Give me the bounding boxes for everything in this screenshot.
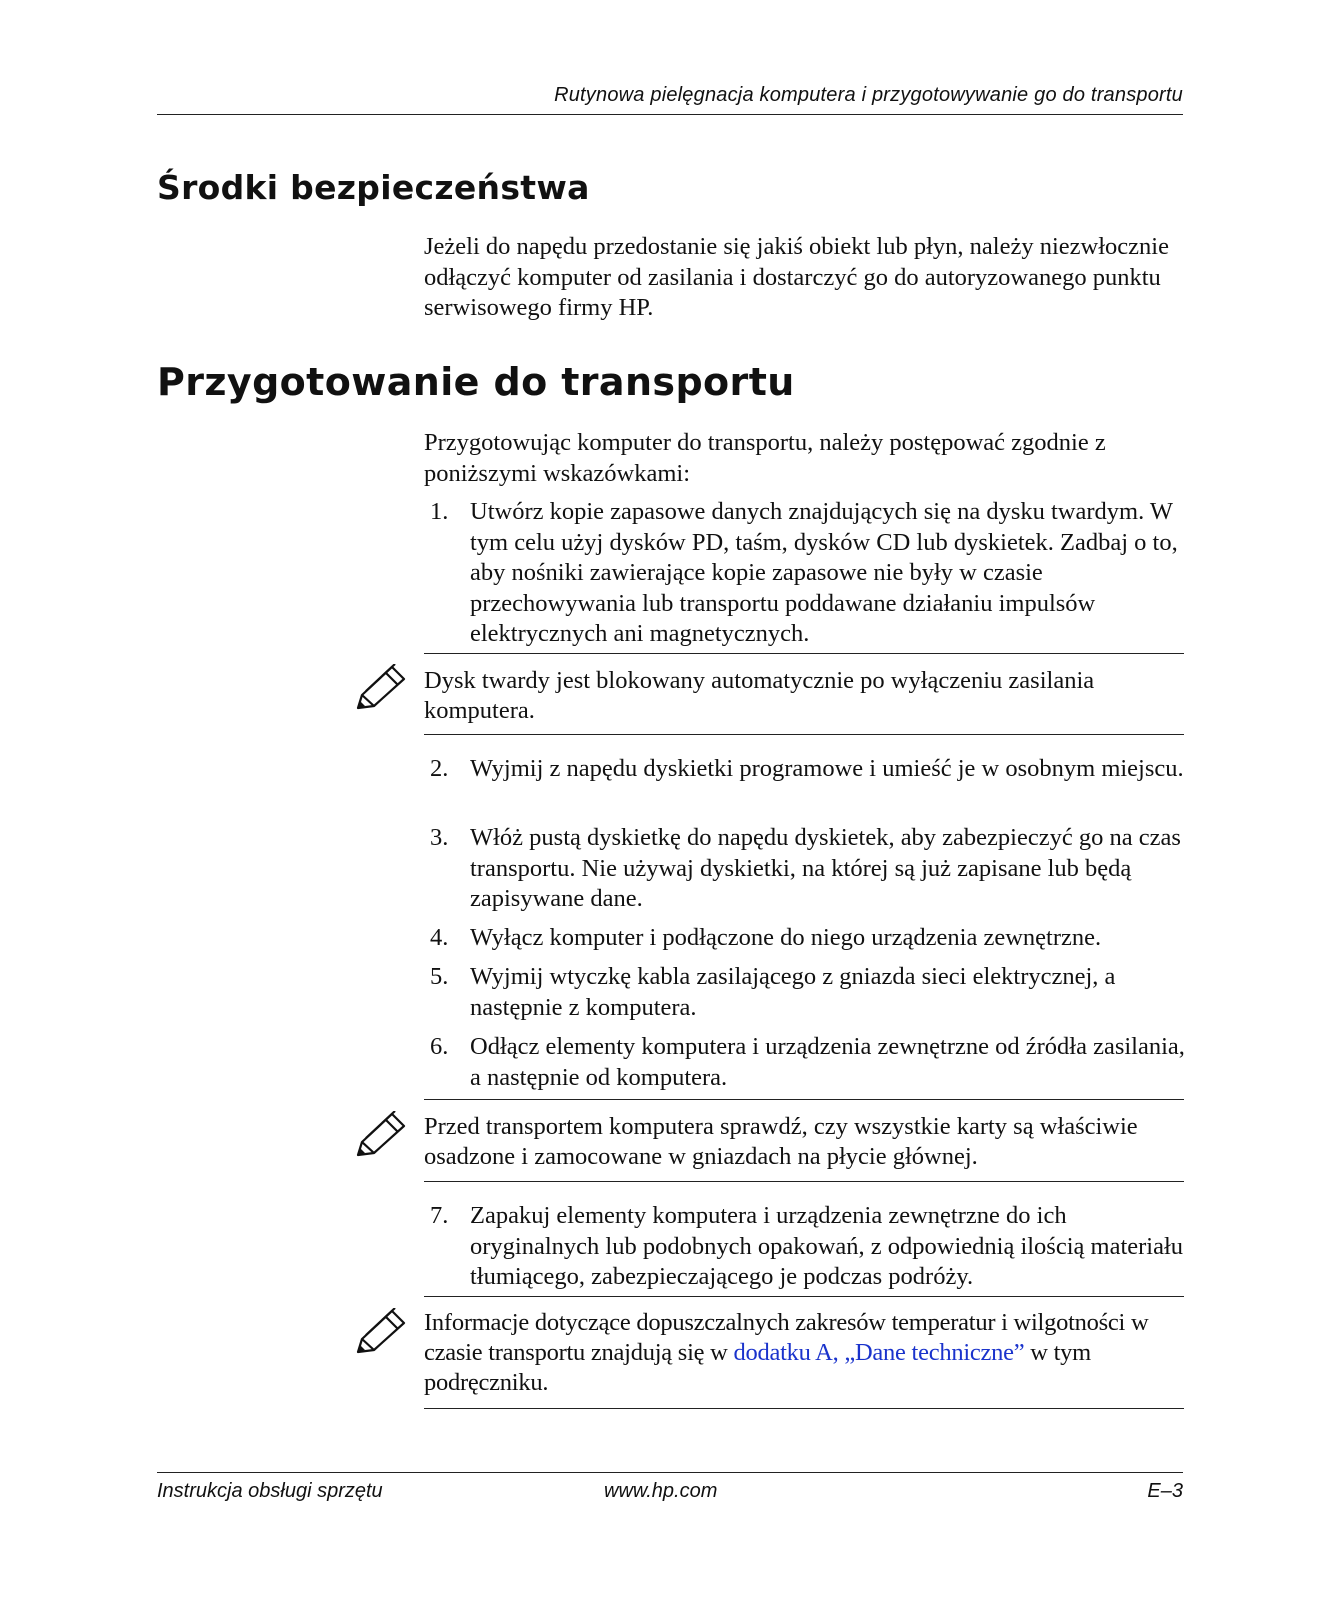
running-header: Rutynowa pielęgnacja komputera i przygotowywanie go do transportu	[554, 84, 1183, 106]
footer-page-number: E–3	[1147, 1480, 1183, 1502]
step-text: Odłącz elementy komputera i urządzenia zewnętrzne od źródła zasilania, a następnie od komputera.	[470, 1033, 1185, 1091]
list-item-step-3	[430, 823, 1198, 915]
step-text: Zapakuj elementy komputera i urządzenia zewnętrzne do ich oryginalnych lub podobnych opakowań, z odpowiednią ilością materiału tłumiącego, zabezpieczającego je podczas podróży.	[470, 1202, 1184, 1290]
note-rule-top	[424, 1099, 1184, 1100]
list-item-step-2	[430, 754, 1198, 785]
list-item-step-1	[430, 497, 1198, 650]
note-text-before-link: Informacje dotyczące dopuszczalnych zakresów temperatur i wilgotności w czasie transportu znajdują się w	[424, 1309, 1149, 1366]
step-number: 1.	[430, 498, 449, 525]
appendix-a-link[interactable]: dodatku A, „Dane techniczne”	[733, 1339, 1025, 1366]
list-item-step-7	[430, 1201, 1198, 1293]
list-item-step-4	[430, 923, 1198, 954]
step-text: Wyjmij wtyczkę kabla zasilającego z gniazda sieci elektrycznej, a następnie z komputera.	[470, 963, 1116, 1021]
pencil-note-icon	[352, 1111, 408, 1159]
list-item-step-6	[430, 1032, 1198, 1093]
footer-manual-title: Instrukcja obsługi sprzętu	[157, 1480, 383, 1502]
pencil-note-icon	[352, 1308, 408, 1356]
step-text: Wyjmij z napędu dyskietki programowe i umieść je w osobnym miejscu.	[470, 755, 1184, 782]
step-number: 6.	[430, 1033, 449, 1060]
safety-paragraph: Jeżeli do napędu przedostanie się jakiś obiekt lub płyn, należy niezwłocznie odłączyć komputer od zasilania i dostarczyć go do autoryzowanego punktu serwisowego firmy HP.	[424, 233, 1169, 321]
note-rule-top	[424, 1296, 1184, 1297]
note-text-1: Dysk twardy jest blokowany automatycznie po wyłączeniu zasilania komputera.	[424, 667, 1095, 724]
step-number: 4.	[430, 924, 449, 951]
note-rule-bottom	[424, 1181, 1184, 1182]
note-rule-bottom	[424, 734, 1184, 735]
header-rule	[157, 114, 1183, 115]
step-text: Włóż pustą dyskietkę do napędu dyskietek, aby zabezpieczyć go na czas transportu. Nie używaj dyskietki, na której są już zapisane lub będą zapisywane dane.	[470, 824, 1181, 912]
step-text: Utwórz kopie zapasowe danych znajdujących się na dysku twardym. W tym celu użyj dysków PD, taśm, dysków CD lub dyskietek. Zadbaj o to, aby nośniki zawierające kopie zapasowe nie były w czasie przechowywania lub transportu poddawane działaniu impulsów elektrycznych ani magnetycznych.	[470, 498, 1178, 647]
step-text: Wyłącz komputer i podłączone do niego urządzenia zewnętrzne.	[470, 924, 1102, 951]
step-number: 2.	[430, 755, 449, 782]
section-heading-transport: Przygotowanie do transportu	[157, 360, 795, 404]
note-text-3	[424, 1308, 1194, 1398]
step-number: 3.	[430, 824, 449, 851]
note-text-2: Przed transportem komputera sprawdź, czy wszystkie karty są właściwie osadzone i zamocowane w gniazdach na płycie głównej.	[424, 1113, 1138, 1170]
step-number: 7.	[430, 1202, 449, 1229]
note-text-after-link: w tym podręczniku.	[424, 1339, 1091, 1396]
note-rule-bottom	[424, 1408, 1184, 1409]
step-number: 5.	[430, 963, 449, 990]
footer-rule	[157, 1472, 1183, 1473]
pencil-note-icon	[352, 664, 408, 712]
footer-website: www.hp.com	[604, 1480, 718, 1502]
note-rule-top	[424, 653, 1184, 654]
transport-intro: Przygotowując komputer do transportu, należy postępować zgodnie z poniższymi wskazówkami:	[424, 429, 1106, 487]
list-item-step-5	[430, 962, 1198, 1023]
section-heading-safety: Środki bezpieczeństwa	[157, 168, 590, 207]
